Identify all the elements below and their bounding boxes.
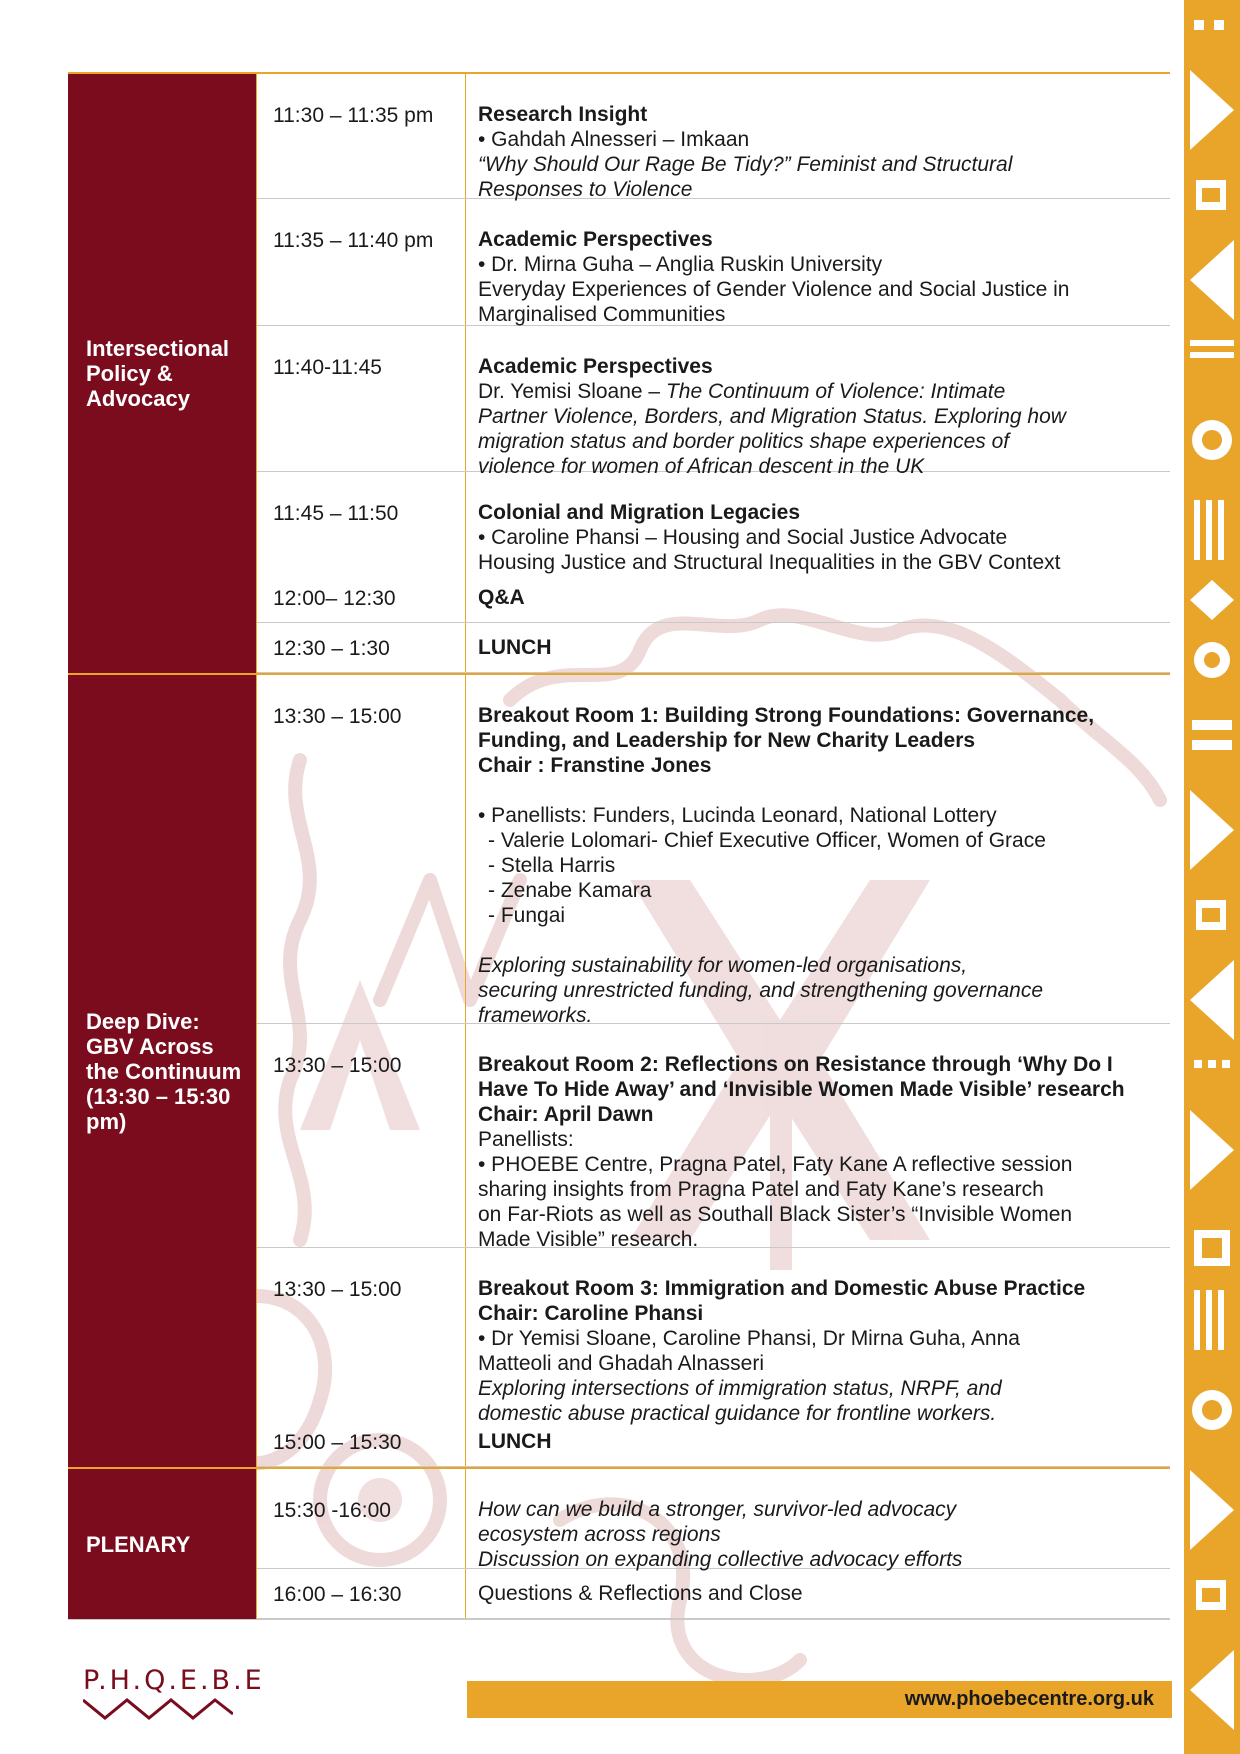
session-content <box>466 573 1170 622</box>
session-line <box>478 1127 1170 1152</box>
session-line <box>478 1152 1170 1177</box>
session-line-text: on Far-Riots as well as Southall Black Sister’s “Invisible Women <box>478 1203 1073 1226</box>
session-line-text: Partner Violence, Borders, and Migration Status. Exploring how <box>478 405 1066 428</box>
session-row <box>257 1469 1170 1569</box>
spacer <box>478 778 1170 803</box>
session-line <box>478 978 1170 1003</box>
session-line <box>478 1177 1170 1202</box>
session-line-text: Colonial and Migration Legacies <box>478 501 801 524</box>
section-label-line: PLENARY <box>86 1531 191 1557</box>
session-time: 15:30 -16:00 <box>257 1469 466 1568</box>
session-line <box>478 853 1170 878</box>
decorative-side-border <box>1184 0 1240 1754</box>
session-line-text: • Dr Yemisi Sloane, Caroline Phansi, Dr Mirna Guha, Anna <box>478 1327 1020 1350</box>
session-content <box>466 326 1170 478</box>
session-content <box>466 623 1170 672</box>
session-line-text: LUNCH <box>478 1430 552 1453</box>
session-line <box>478 525 1170 550</box>
session-line <box>478 102 1170 127</box>
session-line <box>478 1052 1170 1077</box>
session-content <box>466 472 1170 573</box>
session-line-text: • PHOEBE Centre, Pragna Patel, Faty Kane A reflective session <box>478 1153 1073 1176</box>
website-link[interactable]: www.phoebecentre.org.uk <box>904 1688 1154 1710</box>
session-rows <box>256 74 1170 673</box>
section-label-line: (13:30 – 15:30 <box>86 1083 231 1109</box>
schedule-table <box>68 72 1170 1620</box>
session-content <box>466 675 1170 1027</box>
session-line <box>478 1522 1170 1547</box>
session-line <box>478 1376 1170 1401</box>
session-line-text: migration status and border politics shape experiences of <box>478 430 1010 453</box>
session-line-text: Breakout Room 1: Building Strong Foundations: Governance, <box>478 704 1095 727</box>
session-line-text: Exploring intersections of immigration status, NRPF, and <box>478 1377 1002 1400</box>
session-time: 12:30 – 1:30 <box>257 623 466 672</box>
section-label-line: GBV Across <box>86 1033 214 1059</box>
session-time: 16:00 – 16:30 <box>257 1569 466 1618</box>
session-line-text: Academic Perspectives <box>478 355 713 378</box>
session-content <box>466 1569 1170 1618</box>
session-time: 11:45 – 11:50 <box>257 472 466 573</box>
session-line-text: Have To Hide Away’ and ‘Invisible Women Made Visible’ research <box>478 1078 1125 1101</box>
session-line-text: securing unrestricted funding, and strengthening governance <box>478 979 1044 1002</box>
session-row <box>257 573 1170 623</box>
session-line-text: • Caroline Phansi – Housing and Social Justice Advocate <box>478 526 1008 549</box>
session-row <box>257 1248 1170 1425</box>
session-line-text: • Panellists: Funders, Lucinda Leonard, National Lottery <box>478 804 997 827</box>
session-line-text: • Gahdah Alnesseri – Imkaan <box>478 128 750 151</box>
session-line-text: Academic Perspectives <box>478 228 713 251</box>
session-line-text: Dr. Yemisi Sloane – <box>478 380 666 403</box>
session-line-text: Research Insight <box>478 103 648 126</box>
session-row <box>257 472 1170 573</box>
section-label-line: pm) <box>86 1108 127 1134</box>
session-line <box>478 1102 1170 1127</box>
session-line <box>478 1077 1170 1102</box>
session-time: 13:30 – 15:00 <box>257 1024 466 1247</box>
session-line <box>478 878 1170 903</box>
session-content <box>466 1024 1170 1251</box>
logo-zigzag-icon <box>83 1696 233 1722</box>
session-row <box>257 623 1170 673</box>
session-line-text: How can we build a stronger, survivor-led advocacy <box>478 1498 957 1521</box>
session-row <box>257 1569 1170 1619</box>
session-line <box>478 1351 1170 1376</box>
session-content <box>466 1248 1170 1425</box>
session-line <box>478 1497 1170 1522</box>
session-line-text: - Valerie Lolomari- Chief Executive Officer, Women of Grace <box>488 829 1046 852</box>
session-line-text: “Why Should Our Rage Be Tidy?” Feminist and Structural <box>478 153 1013 176</box>
section-label-line: the Continuum <box>86 1058 242 1084</box>
session-line-text: Panellists: <box>478 1128 574 1151</box>
session-line-text: sharing insights from Pragna Patel and Faty Kane’s research <box>478 1178 1044 1201</box>
session-time: 12:00– 12:30 <box>257 573 466 622</box>
session-time: 11:35 – 11:40 pm <box>257 199 466 325</box>
section-label-line: Deep Dive: <box>86 1008 200 1034</box>
session-line-text: frameworks. <box>478 1004 593 1027</box>
session-row <box>257 1417 1170 1467</box>
session-line-text: ecosystem across regions <box>478 1523 721 1546</box>
session-line <box>478 152 1170 177</box>
session-line <box>478 500 1170 525</box>
session-line-text: • Dr. Mirna Guha – Anglia Ruskin University <box>478 253 883 276</box>
session-line <box>478 635 1170 660</box>
session-line-italic: The Continuum of Violence: Intimate <box>665 380 1006 403</box>
session-row <box>257 326 1170 478</box>
session-time: 13:30 – 15:00 <box>257 1248 466 1417</box>
section-label <box>68 675 256 1467</box>
section-label-line: Advocacy <box>86 386 190 411</box>
session-content <box>466 1469 1170 1571</box>
session-line-text: Marginalised Communities <box>478 303 726 326</box>
session-line-text: Breakout Room 2: Reflections on Resistance through ‘Why Do I <box>478 1053 1113 1076</box>
session-line <box>478 728 1170 753</box>
session-line-text: Questions & Reflections and Close <box>478 1582 803 1605</box>
session-content <box>466 1417 1170 1466</box>
session-time: 11:40-11:45 <box>257 326 466 471</box>
phoebe-logo <box>83 1665 265 1727</box>
session-line <box>478 1301 1170 1326</box>
section-label <box>68 74 256 673</box>
session-rows <box>256 1469 1170 1619</box>
session-line-text: Discussion on expanding collective advocacy efforts <box>478 1548 963 1571</box>
session-line <box>478 277 1170 302</box>
session-line-text: Exploring sustainability for women-led organisations, <box>478 954 968 977</box>
session-row <box>257 675 1170 1027</box>
session-line-text: Chair: April Dawn <box>478 1103 654 1126</box>
section-label-line: Intersectional <box>86 336 230 361</box>
session-line-text: Responses to Violence <box>478 178 693 201</box>
session-line-text: - Zenabe Kamara <box>488 879 652 902</box>
footer-bar <box>467 1681 1172 1718</box>
session-line <box>478 127 1170 152</box>
session-line <box>478 302 1170 327</box>
session-line-text: Breakout Room 3: Immigration and Domestic Abuse Practice <box>478 1277 1086 1300</box>
session-line <box>478 379 1170 404</box>
session-line <box>478 903 1170 928</box>
session-line-text: domestic abuse practical guidance for frontline workers. <box>478 1402 997 1425</box>
section-label <box>68 1469 256 1619</box>
session-line <box>478 953 1170 978</box>
session-line <box>478 585 1170 610</box>
session-row <box>257 74 1170 199</box>
session-line-text: Q&A <box>478 586 525 609</box>
session-line <box>478 550 1170 575</box>
session-line <box>478 1326 1170 1351</box>
session-line-text: Chair : Franstine Jones <box>478 754 712 777</box>
session-line-text: violence for women of African descent in the UK <box>478 455 925 478</box>
session-line-text: - Stella Harris <box>488 854 616 877</box>
session-line <box>478 354 1170 379</box>
session-rows <box>256 675 1170 1467</box>
session-row <box>257 199 1170 326</box>
session-line-text: Made Visible” research. <box>478 1228 699 1251</box>
session-line-text: Funding, and Leadership for New Charity Leaders <box>478 729 976 752</box>
session-row <box>257 1024 1170 1251</box>
session-line <box>478 404 1170 429</box>
session-line <box>478 703 1170 728</box>
session-line-text: - Fungai <box>488 904 566 927</box>
session-line <box>478 1429 1170 1454</box>
spacer <box>478 928 1170 953</box>
session-line-text: Matteoli and Ghadah Alnasseri <box>478 1352 765 1375</box>
session-line <box>478 828 1170 853</box>
session-line-text: Housing Justice and Structural Inequalities in the GBV Context <box>478 551 1061 574</box>
session-line <box>478 803 1170 828</box>
session-line-text: Everyday Experiences of Gender Violence and Social Justice in <box>478 278 1070 301</box>
session-line <box>478 1202 1170 1227</box>
session-content <box>466 199 1170 325</box>
session-time: 13:30 – 15:00 <box>257 675 466 1023</box>
section-group <box>68 72 1170 673</box>
session-line <box>478 753 1170 778</box>
section-group <box>68 673 1170 1467</box>
section-group <box>68 1467 1170 1620</box>
session-line <box>478 227 1170 252</box>
session-line <box>478 429 1170 454</box>
session-content <box>466 74 1170 201</box>
logo-wordmark: P.H.Q.E.B.E <box>83 1665 265 1696</box>
session-line <box>478 1581 1170 1606</box>
session-line <box>478 1276 1170 1301</box>
session-line-text: LUNCH <box>478 636 552 659</box>
session-time: 15:00 – 15:30 <box>257 1417 466 1466</box>
session-line-text: Chair: Caroline Phansi <box>478 1302 704 1325</box>
session-time: 11:30 – 11:35 pm <box>257 74 466 198</box>
session-line <box>478 252 1170 277</box>
section-label-line: Policy & <box>86 361 173 386</box>
